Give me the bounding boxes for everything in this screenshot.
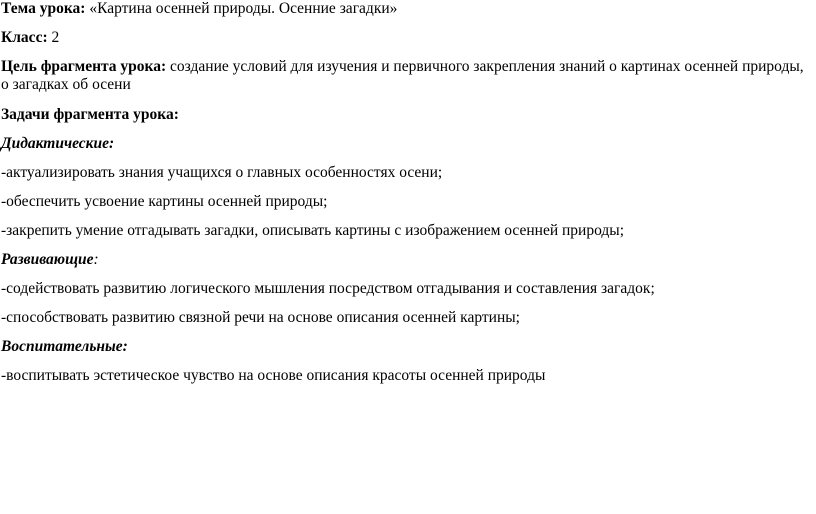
goal-paragraph [1,58,813,94]
developing-heading [1,251,99,269]
developing-item: -содействовать развитию логического мышления посредством отгадывания и составления загадок; [1,280,655,297]
didactic-item: -актуализировать знания учащихся о главных особенностях осени; [1,164,443,181]
educational-item: -воспитывать эстетическое чувство на основе описания красоты осенней природы [1,367,546,384]
educational-heading: Воспитательные: [1,338,128,355]
lesson-topic-label: Тема урока: [1,0,86,17]
grade-label: Класс: [1,29,48,46]
grade-value: 2 [51,29,60,46]
goal-value: создание условий для изучения и первичного закрепления знаний о картинах осенней природы, о загадках об осени [1,58,804,93]
didactic-item: -закрепить умение отгадывать загадки, описывать картины с изображением осенней природы; [1,222,625,239]
goal-label: Цель фрагмента урока: [1,58,167,75]
didactic-item: -обеспечить усвоение картины осенней природы; [1,193,328,210]
grade-line [1,29,59,47]
developing-heading-colon: : [93,251,99,268]
lesson-topic-line [1,0,397,18]
didactic-heading: Дидактические: [1,135,115,152]
lesson-topic-value: «Картина осенней природы. Осенние загадки» [89,0,398,17]
tasks-heading: Задачи фрагмента урока: [1,106,179,123]
developing-heading-text: Развивающие [1,251,94,268]
developing-item: -способствовать развитию связной речи на основе описания осенней картины; [1,309,520,326]
